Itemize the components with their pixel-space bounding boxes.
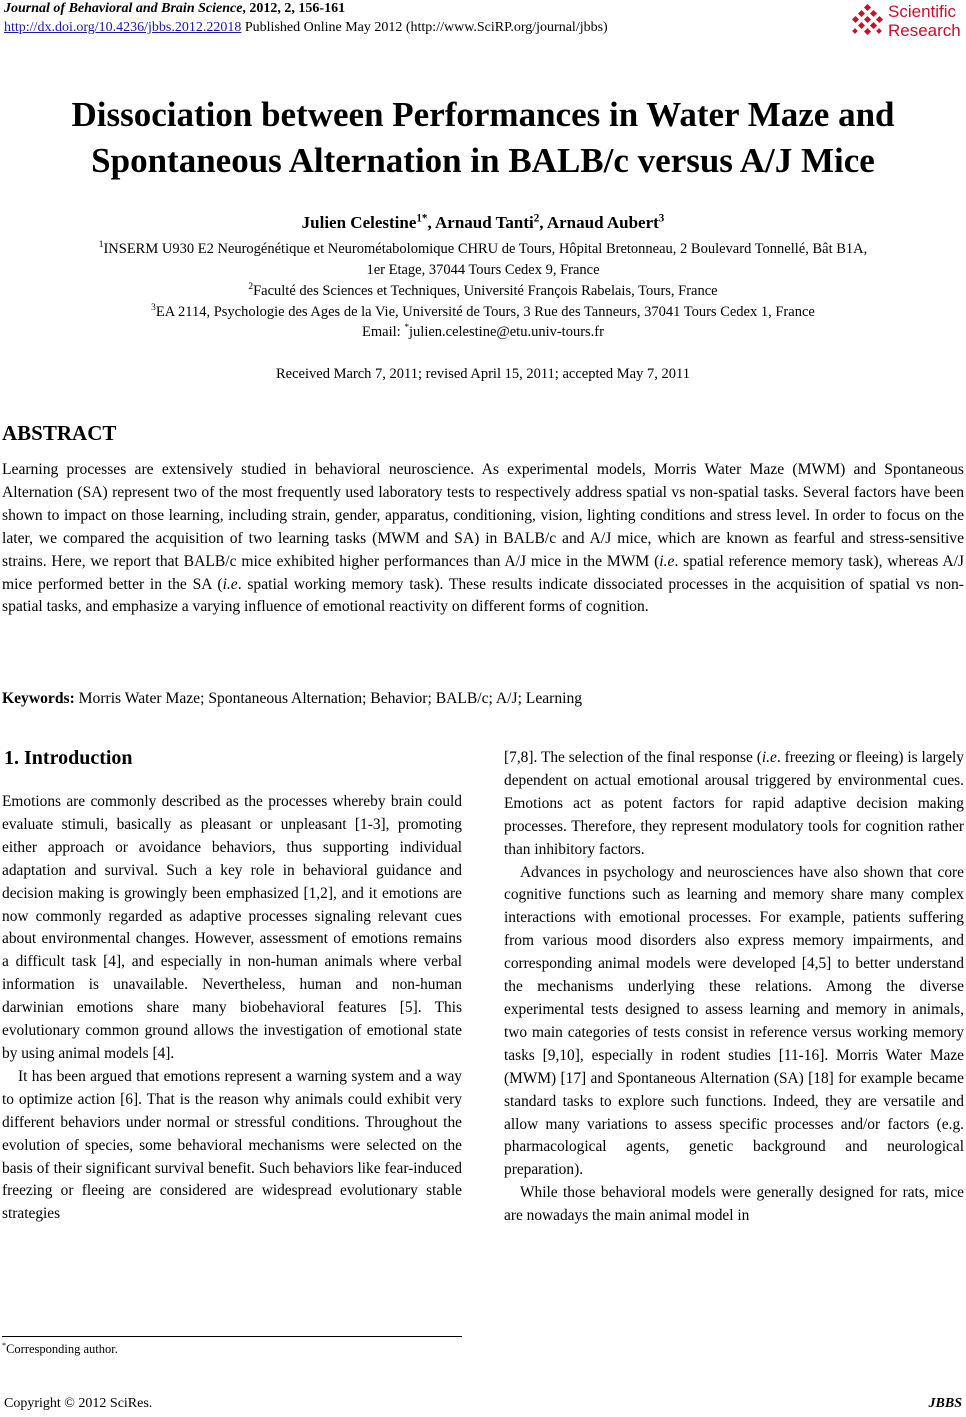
email-label: Email: (362, 324, 405, 340)
author-affil-mark: 1* (416, 212, 428, 225)
abstract-part: . spatial working memory task). These results indicate dissociated processes in the acquisition of spatial vs non-spatial tasks, and emphasize a varying influence of emotional reactivity on different forms of cognition. (2, 575, 964, 616)
logo-dots-icon (848, 4, 886, 42)
doi-link[interactable]: http://dx.doi.org/10.4236/jbbs.2012.22018 (4, 20, 242, 35)
affil-mark: 3 (151, 303, 156, 314)
affil-mark: 2 (248, 282, 254, 293)
contact-email (0, 322, 966, 342)
author-affil-mark: 3 (658, 212, 665, 225)
journal-name: Journal of Behavioral and Brain Science (4, 1, 243, 16)
keywords-label: Keywords: (2, 690, 75, 707)
body-column-left (2, 791, 462, 1226)
logo-line-1: Scientific (888, 2, 957, 21)
keywords (2, 690, 582, 708)
journal-abbreviation: JBBS (928, 1396, 962, 1411)
affil-text: EA 2114, Psychologie des Ages de la Vie, Université de Tours, 3 Rue des Tanneurs, 37041 Tours Cedex 1, France (155, 304, 815, 320)
received-dates: Received March 7, 2011; revised April 15, 2011; accepted May 7, 2011 (276, 366, 690, 382)
paragraph: It has been argued that emotions represent a warning system and a way to optimize action [6]. That is the reason why animals could exhibit very different behaviors under normal or stressful conditions. Throughout the evolution of species, some behavioral mechanisms were selected on the basis of their significant survival benefit. Such behaviors like fear-induced freezing or fleeing are considered are widespread evolutionary stable strategies (2, 1067, 462, 1223)
paper-title (0, 92, 966, 184)
author-name: , Arnaud Tanti (427, 213, 534, 232)
paragraph-italic: i.e (761, 749, 777, 766)
affil-text: INSERM U930 E2 Neurogénétique et Neurométabolomique CHRU de Tours, Hôpital Bretonneau, 2 Boulevard Tonnellé, Bât B1A, (103, 241, 868, 257)
abstract-part: Learning processes are extensively studied in behavioral neuroscience. As experimental models, Morris Water Maze (MWM) and Spontaneous Alternation (SA) represent two of the most frequently used laboratory tests to respectively address spatial vs non-spatial tasks. Several factors have been shown to impact on those learning, including strain, gender, apparatus, conditioning, vision, lighting conditions and stress level. In order to focus on the later, we compared the acquisition of two learning tasks (MWM and SA) in BALB/c and A/J mice, which are known as fearful and stress-sensitive strains. Here, we report that BALB/c mice exhibited higher performances than A/J mice in the MWM ( (2, 461, 964, 570)
section-heading-introduction: 1. Introduction (4, 747, 133, 769)
abstract-heading: ABSTRACT (2, 421, 117, 445)
copyright: Copyright © 2012 SciRes. (4, 1396, 153, 1411)
abstract-italic: i.e (222, 575, 238, 593)
journal-volume: , 2012, 2, 156-161 (242, 1, 346, 16)
affiliation-2 (0, 281, 966, 301)
abstract-part: . spatial reference memory task), whereas A/J mice performed better in the SA ( (2, 552, 964, 593)
abstract-text (2, 459, 964, 619)
paragraph: Advances in psychology and neurosciences have also shown that core cognitive functions such as learning and memory share many complex interactions with emotional processes. For example, patients suffering from various mood disorders also express memory impairments, and corresponding animal models were developed [4,5] to better understand the mechanisms underlying these relations. Among the diverse experimental tests designed to assess learning and memory in animals, two main categories of tests consist in reference versus working memory tasks [9,10], especially in rodent studies [11-16]. Morris Water Maze (MWM) [17] and Spontaneous Alternation (SA) [18] for example became standard tasks to explore such functions. Indeed, they are versatile and allow many variations to assess specific processes and/or factors (e.g. pharmacological agents, genetic background and neurological preparation). (504, 863, 964, 1179)
email-mark: * (404, 323, 410, 334)
title-line-1: Dissociation between Performances in Water Maze and (71, 95, 895, 134)
published-online: Published Online May 2012 (http://www.SciRP.org/journal/jbbs) (241, 20, 608, 35)
paragraph (504, 747, 964, 862)
footnote (2, 1342, 118, 1357)
paragraph: While those behavioral models were generally designed for rats, mice are nowadays the main animal model in (504, 1184, 964, 1225)
journal-header (4, 1, 345, 17)
title-line-2: Spontaneous Alternation in BALB/c versus A/J Mice (91, 141, 875, 180)
affiliation-3 (0, 302, 966, 322)
footnote-text: Corresponding author. (6, 1342, 118, 1356)
logo-line-2: Research (888, 21, 961, 40)
footnote-rule (2, 1336, 462, 1337)
affil-mark: 1 (98, 240, 104, 251)
footnote-mark: * (2, 1340, 7, 1350)
affil-text: Faculté des Sciences et Techniques, Université François Rabelais, Tours, France (253, 283, 718, 299)
author-name: Julien Celestine (301, 213, 417, 232)
paragraph-part: [7,8]. The selection of the final response ( (504, 749, 762, 766)
abstract-italic: i.e (659, 552, 675, 570)
paragraph: Emotions are commonly described as the processes whereby brain could evaluate stimuli, basically as pleasant or unpleasant [1-3], promoting either approach or avoidance behaviors, thus supporting individual adaptation and survival. Such a key role in behavioral guidance and decision making is growingly been emphasized [1,2], and it emotions are now commonly regarded as adaptive processes signaling relevant cues about environmental changes. However, assessment of emotions remains a difficult task [4], and especially in non-human animals where verbal information is unavailable. Nevertheless, human and non-human darwinian emotions share many biobehavioral features [5]. This evolutionary common ground allows the investigation of emotional state by using animal models [4]. (2, 793, 462, 1062)
affiliation-1 (0, 239, 966, 259)
body-column-right (504, 747, 964, 1228)
paragraph-part: . freezing or fleeing) is largely dependent on actual emotional arousal triggered by environmental cues. Emotions act as potent factors for rapid adaptive decision making processes. Therefore, they represent modulatory tools for cognition rather than inhibitory factors. (504, 749, 964, 858)
author-name: , Arnaud Aubert (539, 213, 659, 232)
author-affil-mark: 2 (533, 212, 540, 225)
email-address[interactable]: julien.celestine@etu.univ-tours.fr (409, 324, 604, 340)
publisher-logo (848, 2, 966, 44)
logo-text (888, 2, 961, 40)
doi-line (4, 20, 608, 36)
affiliation-1-cont (0, 260, 966, 280)
affil-text: 1er Etage, 37044 Tours Cedex 9, France (366, 262, 600, 278)
author-list (0, 213, 966, 233)
keywords-list: Morris Water Maze; Spontaneous Alternation; Behavior; BALB/c; A/J; Learning (74, 690, 583, 707)
